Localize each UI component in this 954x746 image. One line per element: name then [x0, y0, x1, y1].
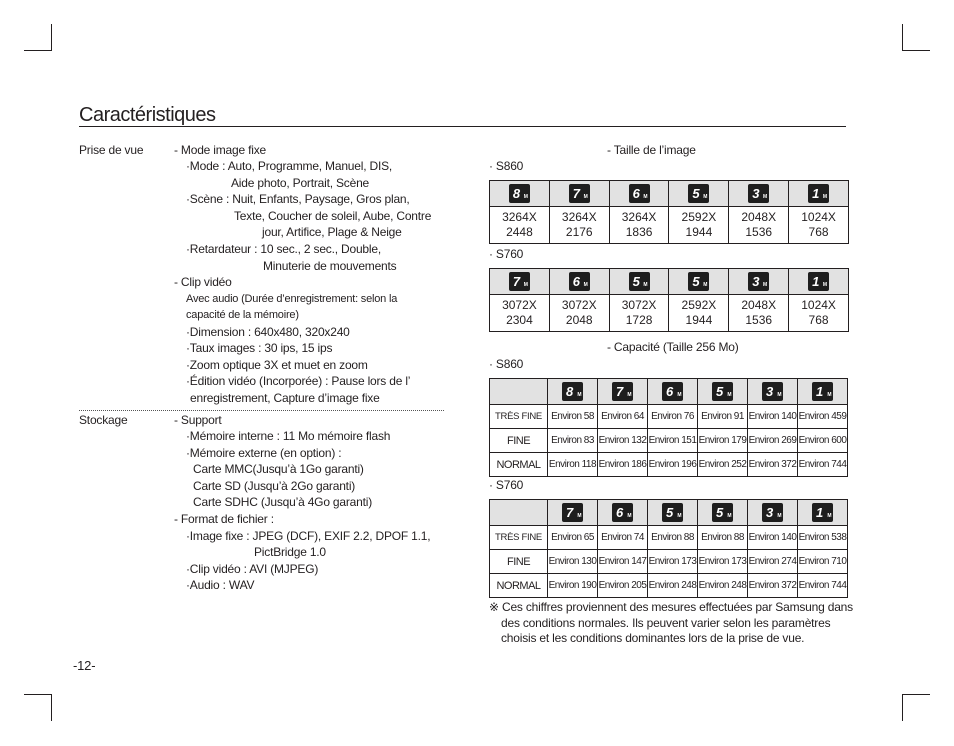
size-icon-cell — [598, 500, 648, 526]
1m-resolution-icon: 1 M — [808, 184, 829, 203]
size-cell: 2592X 1944 — [669, 295, 729, 332]
capacity-cell: Environ 147 — [598, 550, 648, 574]
capacity-cell: Environ 151 — [648, 429, 698, 453]
size-cell: 3072X 2048 — [549, 295, 609, 332]
stockage-label: Stockage — [79, 413, 128, 427]
3m-resolution-icon: 3 M — [762, 382, 783, 401]
spec-line: ·Zoom optique 3X et muet en zoom — [186, 358, 368, 372]
3m-resolution-icon: 3 M — [748, 184, 769, 203]
spec-line: capacité de la mémoire) — [186, 309, 299, 321]
capacity-cell: Environ 132 — [598, 429, 648, 453]
capacity-cell: Environ 248 — [698, 574, 748, 598]
image-size-table-s860 — [489, 180, 849, 244]
spec-line: jour, Artifice, Plage & Neige — [262, 225, 402, 239]
capacity-cell: Environ 744 — [798, 453, 848, 477]
capacity-cell: Environ 118 — [548, 453, 598, 477]
spec-line: - Mode image fixe — [174, 143, 266, 157]
capacity-cell: Environ 248 — [648, 574, 698, 598]
crop-mark — [24, 50, 52, 51]
crop-mark — [24, 694, 52, 695]
capacity-table-s760 — [489, 499, 848, 598]
3m-resolution-icon: 3 M — [748, 272, 769, 291]
quality-label: FINE — [490, 550, 548, 574]
crop-mark — [51, 24, 52, 51]
capacity-cell: Environ 252 — [698, 453, 748, 477]
capacity-cell: Environ 196 — [648, 453, 698, 477]
size-icon-cell — [669, 269, 729, 295]
crop-mark — [902, 694, 930, 695]
size-icon-cell — [549, 269, 609, 295]
size-icon-cell — [490, 269, 550, 295]
quality-label: FINE — [490, 429, 548, 453]
capacity-cell: Environ 173 — [648, 550, 698, 574]
capacity-cell: Environ 140 — [748, 405, 798, 429]
capacity-cell: Environ 88 — [698, 526, 748, 550]
crop-mark — [902, 24, 903, 51]
spec-line: ·Mémoire interne : 11 Mo mémoire flash — [186, 429, 391, 443]
crop-mark — [902, 50, 930, 51]
size-icon-cell — [598, 379, 648, 405]
1m-resolution-icon: 1 M — [812, 503, 833, 522]
capacity-cell: Environ 74 — [598, 526, 648, 550]
6m-resolution-icon: 6 M — [662, 382, 683, 401]
spec-line: - Support — [174, 413, 222, 427]
crop-mark — [51, 694, 52, 721]
5m-resolution-icon: 5 M — [712, 503, 733, 522]
size-cell: 1024X 768 — [789, 207, 849, 244]
page-number: -12- — [73, 658, 96, 673]
capacity-cell: Environ 83 — [548, 429, 598, 453]
size-icon-cell — [609, 181, 669, 207]
capacity-cell: Environ 744 — [798, 574, 848, 598]
image-size-table-s760 — [489, 268, 849, 332]
model-label: · S760 — [489, 247, 524, 261]
spec-line: PictBridge 1.0 — [254, 545, 326, 559]
quality-label: NORMAL — [490, 574, 548, 598]
spec-line: ·Mémoire externe (en option) : — [186, 446, 342, 460]
capacity-cell: Environ 130 — [548, 550, 598, 574]
size-icon-cell — [789, 269, 849, 295]
capacity-cell: Environ 372 — [748, 453, 798, 477]
capacity-cell: Environ 140 — [748, 526, 798, 550]
spec-line: ·Retardateur : 10 sec., 2 sec., Double, — [186, 242, 381, 256]
5m-resolution-icon: 5 M — [712, 382, 733, 401]
spec-line: enregistrement, Capture d’image fixe — [190, 391, 380, 405]
size-cell: 3264X 2448 — [490, 207, 550, 244]
7m-resolution-icon: 7 M — [612, 382, 633, 401]
size-icon-cell — [798, 500, 848, 526]
title-rule — [79, 126, 846, 127]
footnote-line: ※ Ces chiffres proviennent des mesures effectuées par Samsung dans — [489, 600, 853, 614]
corner-cell — [490, 500, 548, 526]
spec-line: Avec audio (Durée d’enregistrement: selon la — [186, 293, 398, 305]
size-icon-cell — [548, 500, 598, 526]
image-size-heading: - Taille de l’image — [607, 143, 696, 157]
capacity-cell: Environ 269 — [748, 429, 798, 453]
spec-line: Minuterie de mouvements — [263, 259, 397, 273]
5m-resolution-icon: 5 M — [688, 184, 709, 203]
spec-line: ·Mode : Auto, Programme, Manuel, DIS, — [186, 159, 393, 173]
size-icon-cell — [549, 181, 609, 207]
size-icon-cell — [748, 500, 798, 526]
capacity-table-s860 — [489, 378, 848, 477]
6m-resolution-icon: 6 M — [569, 272, 590, 291]
3m-resolution-icon: 3 M — [762, 503, 783, 522]
size-cell: 1024X 768 — [789, 295, 849, 332]
5m-resolution-icon: 5 M — [629, 272, 650, 291]
spec-line: Carte SD (Jusqu’à 2Go garanti) — [193, 479, 356, 493]
7m-resolution-icon: 7 M — [509, 272, 530, 291]
capacity-cell: Environ 600 — [798, 429, 848, 453]
capacity-cell: Environ 205 — [598, 574, 648, 598]
spec-line: ·Dimension : 640x480, 320x240 — [186, 325, 350, 339]
7m-resolution-icon: 7 M — [562, 503, 583, 522]
capacity-cell: Environ 88 — [648, 526, 698, 550]
size-cell: 3264X 1836 — [609, 207, 669, 244]
capacity-cell: Environ 64 — [598, 405, 648, 429]
size-icon-cell — [698, 500, 748, 526]
size-icon-cell — [669, 181, 729, 207]
quality-label: TRÈS FINE — [490, 405, 548, 429]
model-label: · S860 — [489, 159, 524, 173]
corner-cell — [490, 379, 548, 405]
6m-resolution-icon: 6 M — [629, 184, 650, 203]
spec-line: Texte, Coucher de soleil, Aube, Contre — [234, 209, 432, 223]
capacity-cell: Environ 710 — [798, 550, 848, 574]
capacity-cell: Environ 186 — [598, 453, 648, 477]
spec-line: ·Taux images : 30 ips, 15 ips — [186, 341, 333, 355]
capacity-cell: Environ 372 — [748, 574, 798, 598]
spec-line: Aide photo, Portrait, Scène — [231, 176, 370, 190]
size-icon-cell — [698, 379, 748, 405]
capacity-cell: Environ 179 — [698, 429, 748, 453]
capacity-cell: Environ 65 — [548, 526, 598, 550]
size-icon-cell — [648, 379, 698, 405]
size-cell: 3072X 2304 — [490, 295, 550, 332]
size-icon-cell — [748, 379, 798, 405]
size-icon-cell — [789, 181, 849, 207]
capacity-cell: Environ 459 — [798, 405, 848, 429]
size-icon-cell — [490, 181, 550, 207]
prise-de-vue-label: Prise de vue — [79, 143, 144, 157]
capacity-cell: Environ 91 — [698, 405, 748, 429]
size-cell: 3264X 2176 — [549, 207, 609, 244]
spec-line: Carte SDHC (Jusqu’à 4Go garanti) — [193, 495, 373, 509]
section-divider — [79, 410, 444, 411]
8m-resolution-icon: 8 M — [562, 382, 583, 401]
size-icon-cell — [729, 269, 789, 295]
page-title: Caractéristiques — [79, 104, 216, 126]
footnote-line: des conditions normales. Ils peuvent varier selon les paramètres — [501, 616, 831, 630]
capacity-cell: Environ 190 — [548, 574, 598, 598]
quality-label: TRÈS FINE — [490, 526, 548, 550]
model-label: · S860 — [489, 357, 524, 371]
model-label: · S760 — [489, 478, 524, 492]
capacity-cell: Environ 58 — [548, 405, 598, 429]
capacity-cell: Environ 538 — [798, 526, 848, 550]
size-icon-cell — [798, 379, 848, 405]
spec-line: ·Clip vidéo : AVI (MJPEG) — [186, 562, 319, 576]
size-icon-cell — [729, 181, 789, 207]
spec-line: ·Scène : Nuit, Enfants, Paysage, Gros plan, — [186, 192, 410, 206]
capacity-cell: Environ 274 — [748, 550, 798, 574]
spec-line: ·Édition vidéo (Incorporée) : Pause lors de l’ — [186, 374, 411, 388]
capacity-heading: - Capacité (Taille 256 Mo) — [607, 340, 739, 354]
size-icon-cell — [609, 269, 669, 295]
spec-line: - Format de fichier : — [174, 512, 274, 526]
size-cell: 2048X 1536 — [729, 207, 789, 244]
crop-mark — [902, 694, 903, 721]
size-cell: 3072X 1728 — [609, 295, 669, 332]
size-icon-cell — [648, 500, 698, 526]
spec-line: - Clip vidéo — [174, 275, 232, 289]
5m-resolution-icon: 5 M — [688, 272, 709, 291]
1m-resolution-icon: 1 M — [808, 272, 829, 291]
5m-resolution-icon: 5 M — [662, 503, 683, 522]
quality-label: NORMAL — [490, 453, 548, 477]
capacity-cell: Environ 76 — [648, 405, 698, 429]
spec-line: Carte MMC(Jusqu’à 1Go garanti) — [193, 462, 364, 476]
spec-line: ·Audio : WAV — [186, 578, 255, 592]
1m-resolution-icon: 1 M — [812, 382, 833, 401]
8m-resolution-icon: 8 M — [509, 184, 530, 203]
footnote-line: choisis et les conditions dominantes lors de la prise de vue. — [501, 631, 805, 645]
size-cell: 2048X 1536 — [729, 295, 789, 332]
spec-line: ·Image fixe : JPEG (DCF), EXIF 2.2, DPOF 1.1, — [186, 529, 431, 543]
capacity-cell: Environ 173 — [698, 550, 748, 574]
size-cell: 2592X 1944 — [669, 207, 729, 244]
6m-resolution-icon: 6 M — [612, 503, 633, 522]
7m-resolution-icon: 7 M — [569, 184, 590, 203]
size-icon-cell — [548, 379, 598, 405]
